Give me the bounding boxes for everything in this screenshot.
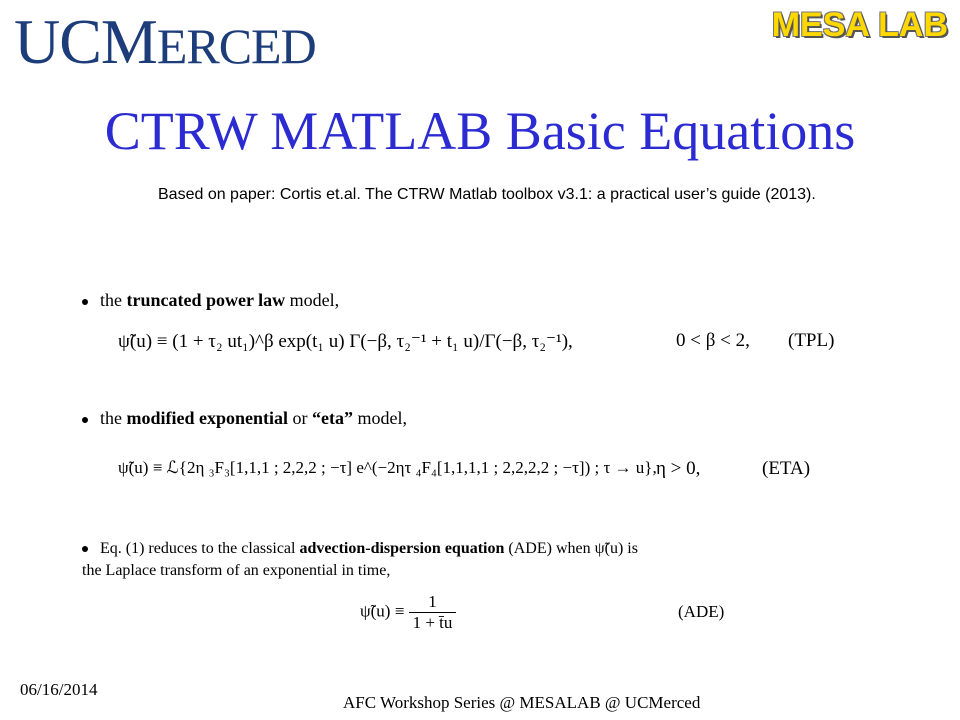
footer-text: AFC Workshop Series @ MESALAB @ UCMerced [343,693,701,712]
bullet-tpl: the truncated power law model, [82,290,339,311]
slide-title: CTRW MATLAB Basic Equations [104,101,856,161]
reference-text: Based on paper: Cortis et.al. The CTRW Matlab toolbox v3.1: a practical user’s guide (2013). [158,186,816,203]
bullet-eta: the modified exponential or “eta” model, [82,408,407,429]
bullet-ade: Eq. (1) reduces to the classical advection-dispersion equation (ADE) when ψ̃(u) is the Laplace transform of an exponential in time, [82,540,638,579]
equation-ade-tag: (ADE) [678,602,725,621]
ade-fraction: $\frac{1}{1 + t̄u}$ [409,592,457,633]
bullet-dot [82,299,88,305]
bullet-dot [82,417,88,423]
equation-tpl: ψ̃(u) ≡ (1 + τ₂ ut₁)^β exp(t₁ u) Γ(−β, τ₂⁻¹ + t₁ u)/Γ(−β, τ₂⁻¹), [118,331,573,352]
equation-ade: ψ̃(u) ≡ $\frac{1}{1 + t̄u}$ [360,592,456,633]
equation-tpl-condition: 0 < β < 2, [676,330,750,351]
equation-eta-tag: (ETA) [762,458,811,479]
mesa-lab-logo: MESA LAB [771,6,948,44]
equation-eta-condition: η > 0, [656,458,701,479]
ucmerced-logo: UCMERCED [14,6,316,77]
bullet-dot [82,546,88,552]
equation-tpl-tag: (TPL) [788,330,835,351]
footer-date: 06/16/2014 [20,680,98,699]
equation-eta: ψ̃(u) ≡ ℒ{2η ₃F₃[1,1,1 ; 2,2,2 ; −τ] e^(−2ητ ₄F₄[1,1,1,1 ; 2,2,2,2 ; −τ]) ; τ → u}, [118,458,657,477]
